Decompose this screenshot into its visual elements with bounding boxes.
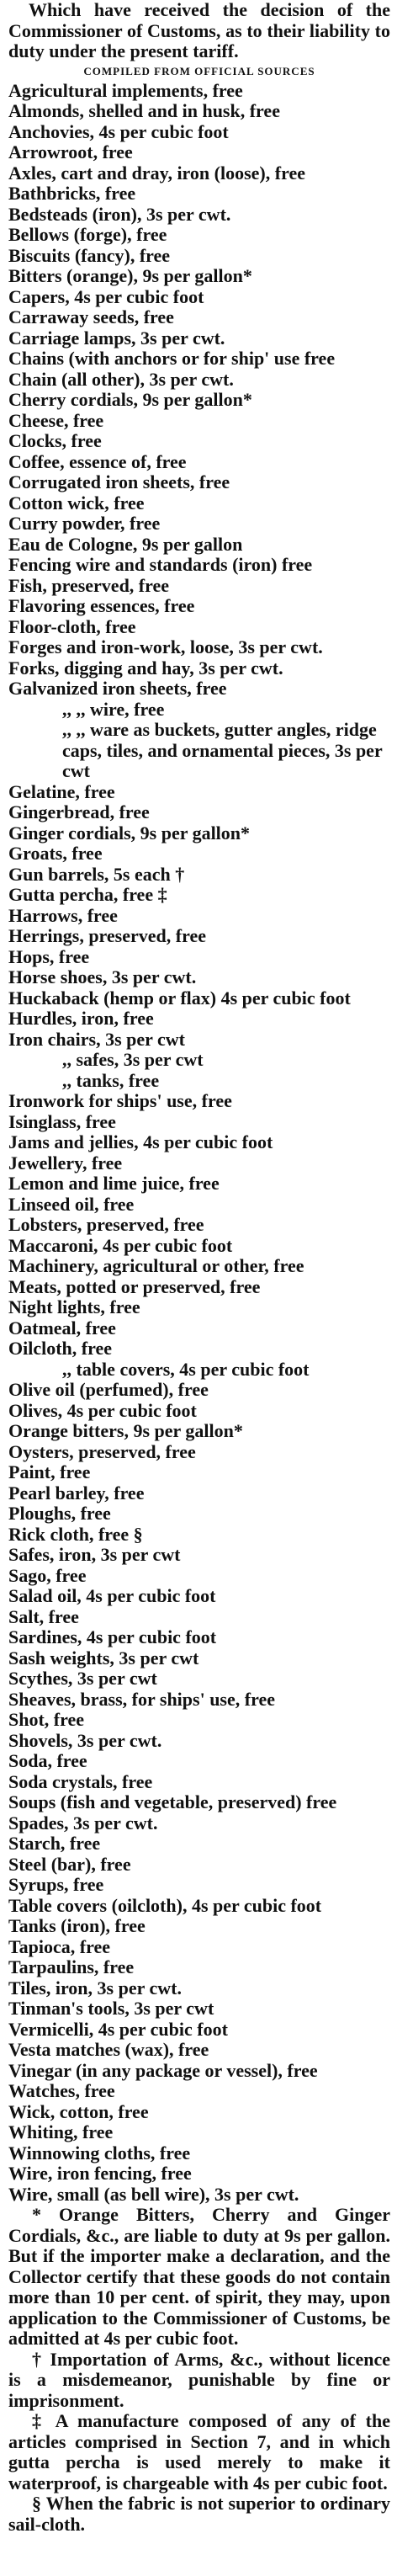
tariff-item: Gutta percha, free ‡	[8, 884, 167, 905]
tariff-item: Rick cloth, free §	[8, 1523, 143, 1545]
tariff-item: Arrowroot, free	[8, 141, 133, 162]
tariff-item: Harrows, free	[8, 904, 118, 926]
tariff-item: Flavoring essences, free	[8, 595, 195, 616]
tariff-item: Shot, free	[8, 1709, 85, 1730]
tariff-item: Soups (fish and vegetable, preserved) free	[8, 1791, 337, 1812]
tariff-item: Gingerbread, free	[8, 801, 150, 822]
tariff-item: Chains (with anchors or for ship' use free	[8, 348, 336, 369]
tariff-item: Scythes, 3s per cwt	[8, 1668, 157, 1689]
tariff-item: Oysters, preserved, free	[8, 1440, 196, 1462]
tariff-item: Safes, iron, 3s per cwt	[8, 1544, 181, 1565]
tariff-item: Sheaves, brass, for ships' use, free	[8, 1688, 275, 1710]
tariff-item: Forks, digging and hay, 3s per cwt.	[8, 657, 283, 679]
tariff-item: Maccaroni, 4s per cubic foot	[8, 1234, 233, 1256]
tariff-item: Capers, 4s per cubic foot	[8, 285, 204, 307]
tariff-item: Agricultural implements, free	[8, 79, 243, 101]
tariff-item: Winnowing cloths, free	[8, 2142, 191, 2164]
tariff-item: Bedsteads (iron), 3s per cwt.	[8, 203, 231, 225]
tariff-item: Isinglass, free	[8, 1110, 116, 1132]
tariff-item: Herrings, preserved, free	[8, 925, 206, 946]
tariff-item: Curry powder, free	[8, 513, 161, 534]
tariff-item: Salad oil, 4s per cubic foot	[8, 1585, 216, 1606]
tariff-item: Iron chairs, 3s per cwt	[8, 1028, 186, 1050]
footnote: ‡ A manufacture composed of any of the articles comprised in Section 7, and in which gutta percha is used merely to make it waterproof, is chargeable with 4s per cubic foot.	[8, 2410, 390, 2494]
tariff-item: Chain (all other), 3s per cwt.	[8, 368, 234, 390]
tariff-item: ,, table covers, 4s per cubic foot	[62, 1358, 310, 1380]
tariff-item: Starch, free	[8, 1833, 101, 1854]
tariff-item: Meats, potted or preserved, free	[8, 1275, 261, 1297]
tariff-item: Tarpaulins, free	[8, 1956, 135, 1977]
source-heading: COMPILED FROM OFFICIAL SOURCES	[83, 64, 315, 77]
tariff-item: Groats, free	[8, 843, 103, 864]
tariff-item: Sago, free	[8, 1564, 87, 1586]
tariff-item: Eau de Cologne, 9s per gallon	[8, 533, 243, 555]
tariff-item: Ironwork for ships' use, free	[8, 1090, 232, 1111]
tariff-item: Salt, free	[8, 1605, 79, 1627]
tariff-item: Whiting, free	[8, 2121, 114, 2142]
tariff-item: Soda crystals, free	[8, 1770, 153, 1792]
tariff-item: Vermicelli, 4s per cubic foot	[8, 2018, 228, 2040]
tariff-item: Wick, cotton, free	[8, 2100, 149, 2122]
tariff-item: Forges and iron-work, loose, 3s per cwt.	[8, 636, 323, 657]
tariff-item: Almonds, shelled and in husk, free	[8, 100, 280, 121]
tariff-item: Tanks (iron), free	[8, 1915, 146, 1936]
tariff-item: Cotton wick, free	[8, 492, 145, 514]
tariff-item: Paint, free	[8, 1461, 91, 1482]
tariff-item: Cherry cordials, 9s per gallon*	[8, 389, 252, 410]
tariff-item: Carraway seeds, free	[8, 306, 174, 327]
tariff-item: Vesta matches (wax), free	[8, 2039, 209, 2060]
tariff-item: Bellows (forge), free	[8, 224, 167, 245]
tariff-item: Spades, 3s per cwt.	[8, 1812, 158, 1834]
footnote: † Importation of Arms, &c., without licence is a misdemeanor, punishable by fine or imprisonment.	[8, 2348, 390, 2411]
tariff-item: Linseed oil, free	[8, 1193, 135, 1215]
footnotes	[8, 2205, 390, 2535]
tariff-item: Jams and jellies, 4s per cubic foot	[8, 1131, 273, 1152]
tariff-item: Hurdles, iron, free	[8, 1008, 154, 1029]
tariff-item: Sardines, 4s per cubic foot	[8, 1626, 217, 1647]
tariff-item: Gelatine, free	[8, 780, 115, 802]
intro-text: Which have received the decision of the Commissioner of Customs, as to their liability to duty under the present tariff.	[8, 0, 390, 61]
tariff-item: Olives, 4s per cubic foot	[8, 1399, 197, 1421]
tariff-item: Shovels, 3s per cwt.	[8, 1729, 162, 1751]
tariff-item: Watches, free	[8, 2080, 115, 2101]
tariff-item: ,, tanks, free	[62, 1069, 160, 1091]
tariff-item: Wire, iron fencing, free	[8, 2163, 192, 2184]
tariff-item: Ploughs, free	[8, 1503, 111, 1524]
tariff-item: Cheese, free	[8, 409, 104, 431]
footnote: * Orange Bitters, Cherry and Ginger Cordials, &c., are liable to duty at 9s per gallon. But if the importer make a declaration, and the Collector certify that these goods do not contain more than 10 per cent. of spirit, they may, upon application to the Commissioner of Customs, be admitted at 4s per cubic foot.	[8, 2204, 390, 2349]
tariff-item: Galvanized iron sheets, free	[8, 678, 227, 699]
tariff-item: Tinman's tools, 3s per cwt	[8, 1998, 214, 2019]
tariff-item: Tiles, iron, 3s per cwt.	[8, 1977, 182, 1999]
tariff-item: Coffee, essence of, free	[8, 450, 187, 472]
tariff-item: Fish, preserved, free	[8, 574, 170, 596]
tariff-item: Hops, free	[8, 945, 90, 967]
tariff-item: Floor-cloth, free	[8, 615, 136, 637]
tariff-item: ,, ,, wire, free	[62, 698, 165, 720]
footnote: § When the fabric is not superior to ordinary sail-cloth.	[8, 2493, 390, 2535]
tariff-item: ,, ,, ware as buckets, gutter angles, ridge caps, tiles, and ornamental pieces, 3s per cwt	[62, 719, 383, 781]
tariff-item: Bathbricks, free	[8, 183, 136, 204]
tariff-item: Ginger cordials, 9s per gallon*	[8, 822, 251, 844]
tariff-item: Biscuits (fancy), free	[8, 244, 171, 266]
tariff-item: Orange bitters, 9s per gallon*	[8, 1420, 243, 1441]
tariff-item: Huckaback (hemp or flax) 4s per cubic foot	[8, 987, 351, 1009]
tariff-item: Axles, cart and dray, iron (loose), free	[8, 162, 305, 184]
tariff-item-list	[8, 81, 390, 2206]
tariff-item: Soda, free	[8, 1750, 87, 1771]
tariff-item: Machinery, agricultural or other, free	[8, 1255, 304, 1276]
tariff-item: Carriage lamps, 3s per cwt.	[8, 327, 225, 349]
tariff-item: Anchovies, 4s per cubic foot	[8, 120, 229, 142]
tariff-item: Corrugated iron sheets, free	[8, 471, 230, 492]
tariff-item: Clocks, free	[8, 430, 102, 451]
tariff-item: Steel (bar), free	[8, 1853, 131, 1875]
tariff-item: Pearl barley, free	[8, 1482, 145, 1504]
tariff-item: Bitters (orange), 9s per gallon*	[8, 265, 252, 286]
tariff-item: Syrups, free	[8, 1874, 104, 1895]
tariff-item: Tapioca, free	[8, 1935, 110, 1957]
tariff-item: Night lights, free	[8, 1296, 140, 1317]
tariff-item: Oilcloth, free	[8, 1338, 112, 1359]
tariff-item: Table covers (oilcloth), 4s per cubic foot	[8, 1894, 322, 1916]
tariff-item: Jewellery, free	[8, 1152, 123, 1174]
tariff-item: Lemon and lime juice, free	[8, 1173, 220, 1194]
tariff-item: Oatmeal, free	[8, 1317, 116, 1339]
tariff-item: Olive oil (perfumed), free	[8, 1379, 209, 1400]
tariff-item: Vinegar (in any package or vessel), free	[8, 2059, 318, 2081]
tariff-item: Gun barrels, 5s each †	[8, 863, 185, 885]
tariff-item: Fencing wire and standards (iron) free	[8, 554, 313, 575]
tariff-item: ,, safes, 3s per cwt	[62, 1049, 204, 1070]
tariff-item: Lobsters, preserved, free	[8, 1214, 204, 1235]
tariff-item: Sash weights, 3s per cwt	[8, 1647, 199, 1669]
tariff-item: Wire, small (as bell wire), 3s per cwt.	[8, 2183, 299, 2205]
tariff-item: Horse shoes, 3s per cwt.	[8, 966, 197, 987]
